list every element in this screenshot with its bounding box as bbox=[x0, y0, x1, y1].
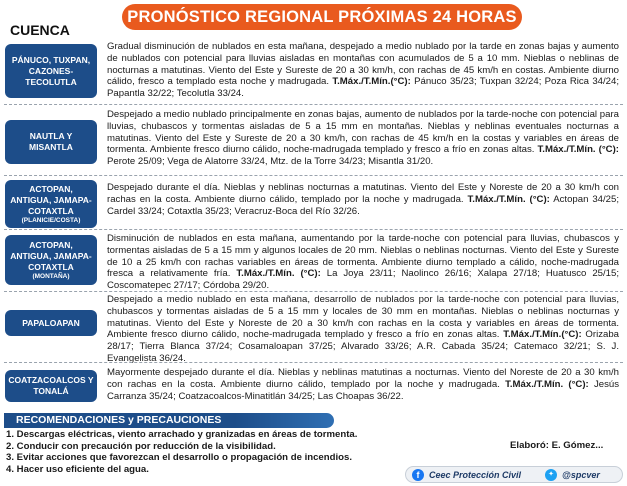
basin-label-panuco bbox=[5, 44, 97, 98]
basin-name: COATZACOALCOS Y TONALÁ bbox=[8, 375, 94, 396]
forecast-text: Despejado durante el día. Nieblas y neblinas nocturnas a matutinas. Viento del Este y Noreste de 20 a 30 km/h con rachas en la costa. Ambiente diurno cálido, templado por la noche y madrugada. bbox=[107, 182, 619, 205]
social-footer bbox=[405, 466, 623, 483]
temps-label: T.Máx./T.Mín. (°C): bbox=[236, 268, 321, 280]
recommendation-item: 1. Descargas eléctricas, viento arrachado y granizadas en áreas de tormenta. bbox=[6, 429, 358, 440]
divider bbox=[4, 104, 623, 105]
temps-label: T.Máx./T.Mín.(°C): bbox=[503, 329, 582, 341]
divider bbox=[4, 175, 623, 176]
divider bbox=[4, 229, 623, 230]
recommendation-item: 3. Evitar acciones que favorezcan el desarrollo o propagación de incendios. bbox=[6, 452, 353, 463]
temps-values: La Joya 23/11; Naolinco 26/16; Xalapa 27/18; Huatusco 25/15; Coscomatepec 27/17; Córdoba 29/20. bbox=[107, 268, 619, 292]
divider bbox=[4, 362, 623, 363]
forecast-text: Mayormente despejado durante el día. Nieblas y neblinas matutinas a nocturnas. Viento del Noreste de 20 a 30 km/h con rachas en la costa. Ambiente diurno cálido, templado por la noche y madrugada. bbox=[107, 367, 619, 390]
forecast-text: Despejado a medio nublado principalmente en zonas bajas, aumento de nublados por la tarde-noche con potencial para lluvias, chubascos y tormentas aisladas de 5 a 15 mm en montañas. Nieblas y neblinas eventuales nocturnas a matutinas. Viento del Este y Sureste de 20 a 30 km/h, con rachas de 45 km/h en la costas y variables en áreas de tormenta. Ambiente fresco diurno cálido, noche-madrugada templado y fresco a frío en zonas altas. bbox=[107, 109, 619, 156]
basin-label-coatzacoalcos bbox=[5, 370, 97, 402]
basin-forecast-panuco bbox=[107, 41, 619, 100]
author-credit: Elaboró: E. Gómez... bbox=[510, 440, 604, 451]
temps-label: T.Máx./T.Mín. (°C): bbox=[467, 193, 550, 205]
twitter-icon[interactable]: ✦ bbox=[545, 469, 557, 481]
forecast-text: Disminución de nublados en esta mañana, aumentando por la tarde-noche con potencial para lluvias, chubascos y tormentas aisladas de 5 a 15 mm y algunos locales de 20 mm. Nieblas o neblinas nocturnas. Viento del Este y Sureste de 10 a 25 km/h con rachas variables en áreas de tormenta. Ambiente diurno templado a cálido, noche-madrugada fresca a relativamente fría. bbox=[107, 233, 619, 280]
basin-forecast-coatzacoalcos bbox=[107, 367, 619, 402]
temps-values: Actopan 34/25; Cardel 33/24; Cotaxtla 35/23; Veracruz-Boca del Río 32/26. bbox=[107, 193, 620, 217]
basin-forecast-nautla bbox=[107, 109, 619, 168]
basin-label-papaloapan bbox=[5, 310, 97, 336]
forecast-text: Gradual disminución de nublados en esta mañana, despejado a medio nublado por la tarde en zonas bajas y aumento de nublados con potencial para lluvias aisladas en montañas con acumulados de 5 a 10 mm. Nieblas o neblinas de nocturnas a matutinas. Viento del Este y Sureste de 20 a 30 km/h, con rachas de 45 km/h en costas. Ambiente diurno cálido, fresco a templado esta noche y madrugada. bbox=[107, 41, 619, 88]
basin-name: NAUTLA Y MISANTLA bbox=[29, 131, 73, 152]
temps-label: T.Máx./T.Mín. (°C): bbox=[537, 144, 620, 156]
basin-subtitle: (PLANICIE/COSTA) bbox=[21, 216, 81, 224]
facebook-label[interactable]: Ceec Protección Civil bbox=[429, 469, 522, 480]
basin-subtitle: (MONTAÑA) bbox=[32, 272, 70, 280]
temps-values: Orizaba 28/17; Tierra Blanca 37/24; Cosamaloapan 37/25; Alvarado 33/26; A.R. Cabada 35/24; Catemaco 32/21; S. J. Evangelista 36/24. bbox=[107, 329, 619, 364]
basin-name: PÁNUCO, TUXPAN, CAZONES-TECOLUTLA bbox=[11, 54, 91, 87]
basin-label-nautla bbox=[5, 120, 97, 164]
basin-label-actopan-montana bbox=[5, 235, 97, 285]
temps-values: Pánuco 35/23; Tuxpan 32/24; Poza Rica 34/24; Papantla 32/22; Tecolutla 33/24. bbox=[107, 76, 619, 100]
basin-name: PAPALOAPAN bbox=[22, 317, 80, 328]
basin-forecast-actopan-montana bbox=[107, 233, 619, 292]
basin-forecast-papaloapan bbox=[107, 294, 619, 365]
forecast-text: Despejado a medio nublado en esta mañana, desarrollo de nublados por la tarde-noche con potencial para lluvias, chubascos y tormentas aisladas de 5 a 15 mm y locales de 30 mm en montañas. Nieblas o neblinas nocturnas y matutinas. Viento del Este y Noreste de 20 a 30 km/h con rachas en la costa y variables en áreas de tormenta. Ambiente fresco diurno cálido, noche-madrugada templado y fresco a frío en zonas altas. bbox=[107, 294, 619, 341]
temps-label: T.Máx./T.Mín.(°C): bbox=[332, 76, 411, 88]
twitter-label[interactable]: @spcver bbox=[562, 469, 600, 480]
temps-label: T.Máx./T.Mín. (°C): bbox=[505, 378, 589, 390]
recommendations-list bbox=[6, 429, 357, 475]
page-title: PRONÓSTICO REGIONAL PRÓXIMAS 24 HORAS bbox=[122, 4, 522, 30]
recommendation-item: 2. Conducir con precaución por reducción de la visibilidad. bbox=[6, 440, 276, 452]
basin-label-actopan-planicie bbox=[5, 180, 97, 228]
recommendation-item: 4. Hacer uso eficiente del agua. bbox=[6, 463, 149, 475]
basin-forecast-actopan-planicie bbox=[107, 182, 619, 217]
basin-name: ACTOPAN, ANTIGUA, JAMAPA-COTAXTLA bbox=[10, 183, 92, 216]
facebook-icon[interactable]: f bbox=[412, 469, 424, 481]
temps-values: Jesús Carranza 35/24; Coatzacoalcos-Minatitlán 34/25; Las Choapas 36/22. bbox=[107, 378, 619, 402]
divider bbox=[4, 291, 623, 292]
recommendations-header: RECOMENDACIONES y PRECAUCIONES bbox=[4, 413, 334, 428]
section-label: CUENCA bbox=[10, 22, 70, 38]
temps-values: Perote 25/09; Vega de Alatorre 33/24, Mtz. de la Torre 34/23; Misantla 31/20. bbox=[107, 156, 434, 168]
basin-name: ACTOPAN, ANTIGUA, JAMAPA-COTAXTLA bbox=[10, 239, 92, 272]
